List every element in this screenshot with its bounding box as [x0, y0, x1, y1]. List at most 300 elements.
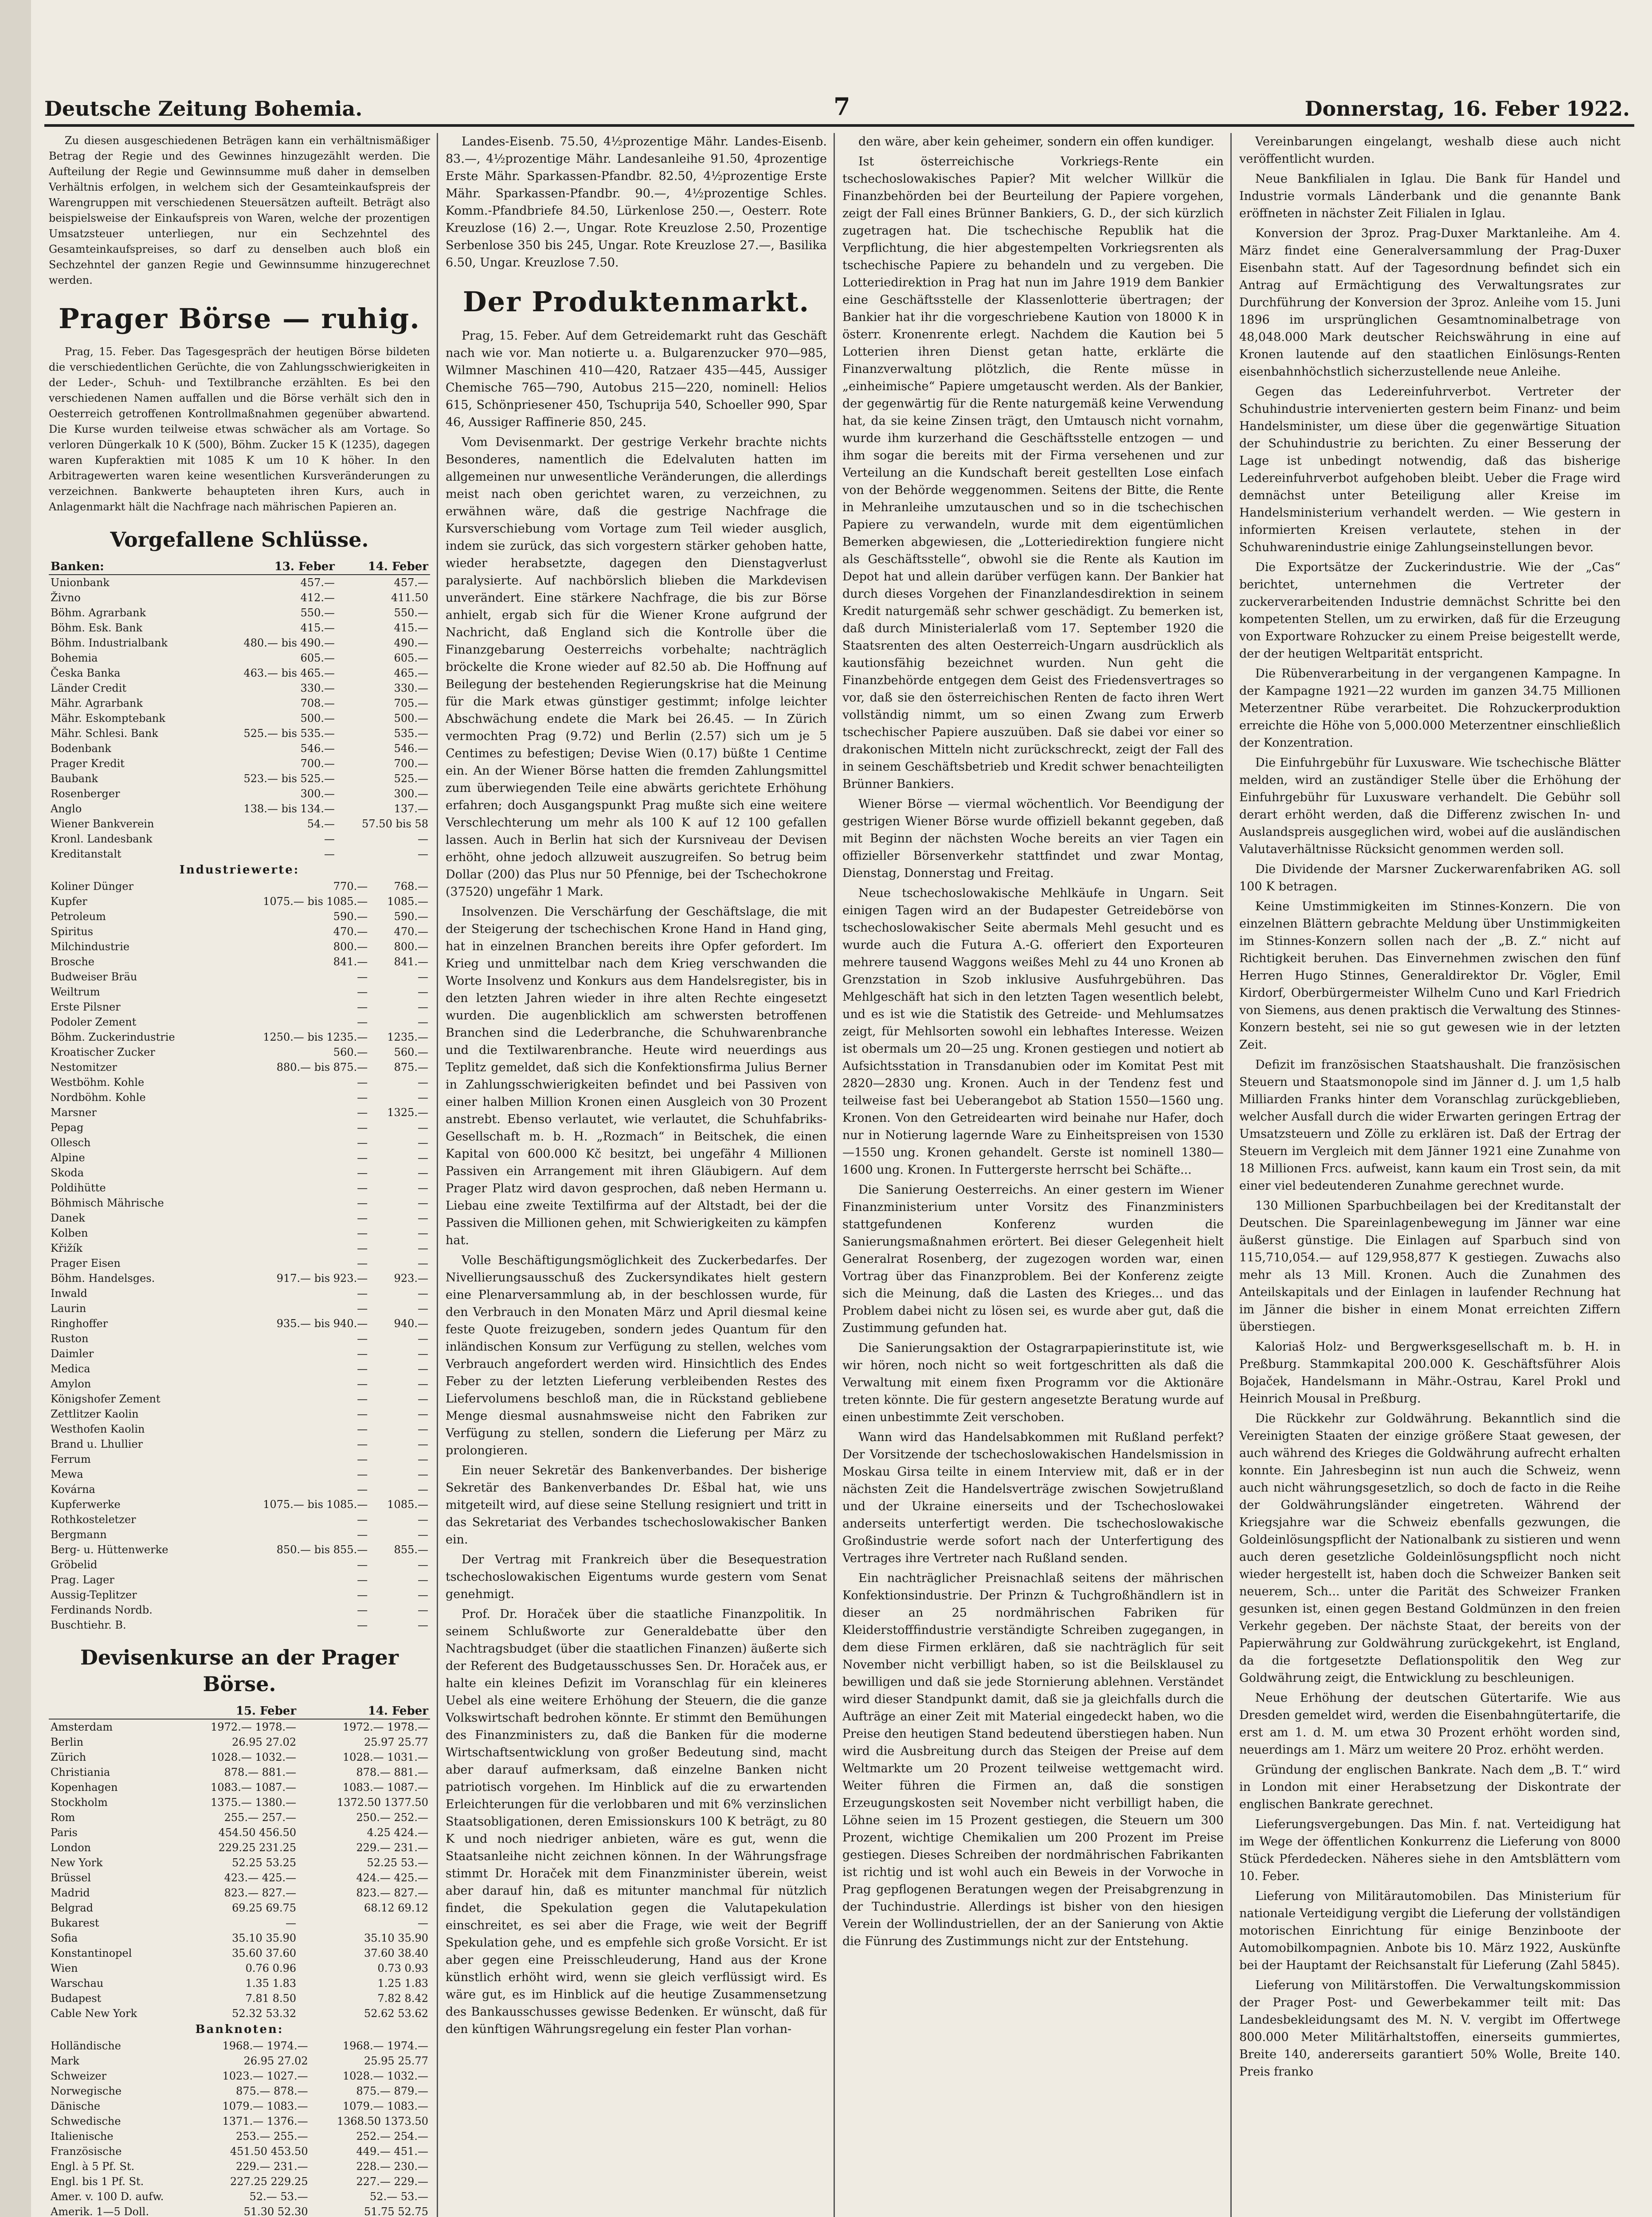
- table-cell-value: —: [357, 1212, 368, 1224]
- table-cell-name: Daimler: [51, 1347, 94, 1360]
- table-cell-value: 51.75 52.75: [364, 2205, 428, 2217]
- table-cell-name: Medica: [51, 1363, 90, 1375]
- article-body: Die Exportsätze der Zuckerindustrie. Wie der „Cas“ berichtet, unternehmen die Vertreter der zuckerverarbeitenden Industrie demnächst Schritte bei den kompetenten Stellen, um zu erwirken, daß für die Erzeugung von Exportware Rohzucker zu einem Preise beigestellt werde, der der heutigen Weltparität entspricht.: [1239, 560, 1621, 661]
- table-cell-value: —: [357, 971, 368, 983]
- table-cell-name: Erste Pilsner: [51, 1001, 121, 1013]
- table-cell-value: —: [324, 848, 335, 860]
- table-cell-value: 51.30 52.30: [243, 2205, 308, 2217]
- table-cell-name: Prag. Lager: [51, 1574, 114, 1586]
- article-body: Ist österreichische Vorkriegs-Rente ein tschechoslowakisches Papier? Mit welcher Willkür die Finanzbehörden bei der Beurteilung der Papiere vorgehen, zeigt der Fall eines Brünner Bankiers, G. D., der sich kürzlich zugetragen hat. Die tschechische Republik hat die Verpflichtung, die hier abgestempelten Vorkriegsrenten als tschechische Papiere zu behandeln und zu vergeben. Die Lotteriedirektion in Prag hat nun im Jahre 1919 dem Bankier eine Geschäftsstelle der Klassenlotterie übertragen; der Bankier hat ihr die vorgeschriebene Kaution von 18000 K in österr. Kronenrente erlegt. Nachdem die Kaution bei 5 Lotterien ihren Dienst getan hatte, erklärte die Finanzverwaltung plötzlich, die Rente müsse in „einheimische“ Papiere umgetauscht werden. Als der Bankier, der gegenwärtig für die Rente naturgemäß keine Verwendung hat, da sie keine Zinsen trägt, den Umtausch nicht vornahm, wurde ihm kurzerhand die Geschäftsstelle entzogen — und ihm sogar die bereits mit der Firma versehenen und zur Verteilung an die Kundschaft bereit gestellten Lose einfach von der Behörde weggenommen. Seitens der Bitte, die Rente in Mehranleihe umzutauschen und so in die tschechischen Papiere zu verwandeln, wurde mit dem eigentümlichen Bemerken abgewiesen, die „Lotteriedirektion fungiere nicht als Geschäftsstelle“, obwohl sie die Rente als Kaution im Depot hat und allein darüber verfügen kann. Der Bankier hat durch dieses Vorgehen der Finanzlandesdirektion in seinem Kredit naturgemäß sehr schwer geschädigt. Zu bemerken ist, daß durch Ministerialerlaß vom 17. September 1920 die Staatsrenten des alten Oesterreich-Ungarn ausdrücklich als kautionsfähig bezeichnet wurden. Nun geht die Finanzbehörde entgegen dem Geist des Friedensvertrages so vor, daß sie den österreichischen Renten de facto ihren Wert vollständig nimmt, um so einen Zwang zum Erwerb tschechischer Papiere auszuüben. Daß sie dabei vor einer so drakonischen Mitteln nicht zurückschreckt, zeigt der Fall des in seinem Geschäftsbetrieb und Kredit schwer benachteiligten Brünner Bankiers.: [842, 155, 1224, 791]
- table-cell-value: —: [357, 1302, 368, 1315]
- table-row: [49, 1422, 430, 1437]
- table-cell-value: —: [357, 1076, 368, 1089]
- page-header: [44, 93, 1634, 127]
- table-cell-value: 525.—: [394, 772, 428, 785]
- table-cell-value: 449.— 451.—: [356, 2145, 428, 2158]
- table-cell-name: Amylon: [51, 1378, 91, 1390]
- table-row: [49, 1135, 430, 1150]
- table-cell-name: Holländische: [51, 2040, 121, 2052]
- table-body: [49, 575, 430, 862]
- table-cell-value: 1083.— 1087.—: [211, 1781, 297, 1794]
- table-row: [49, 1855, 430, 1870]
- table-row: [49, 879, 430, 894]
- table-cell-name: Spiritus: [51, 925, 94, 938]
- table-cell-name: Madrid: [51, 1887, 90, 1899]
- table-cell-value: 470.—: [394, 925, 428, 938]
- article-body: Wiener Börse — viermal wöchentlich. Vor Beendigung der gestrigen Wiener Börse wurde offiziell bekannt gegeben, daß mit Beginn der nächsten Woche bereits an vier Tagen ein offizieller Börsenverkehr stattfindet und zwar Montag, Dienstag, Donnerstag und Freitag.: [842, 797, 1224, 880]
- table-row: [49, 1090, 430, 1105]
- table-cell-value: 1235.—: [387, 1031, 428, 1043]
- table-header-row: [49, 1704, 430, 1719]
- table-cell-value: 875.— 879.—: [356, 2085, 428, 2097]
- table-cell-value: 1968.— 1974.—: [222, 2040, 308, 2052]
- table-cell-value: —: [418, 1378, 428, 1390]
- table-row: [49, 1946, 430, 1961]
- table-cell-value: 1250.— bis 1235.—: [263, 1031, 368, 1043]
- table-cell-value: 1075.— bis 1085.—: [263, 895, 368, 908]
- table-row: [49, 1542, 430, 1557]
- table-cell-name: Warschau: [51, 1977, 104, 1990]
- table-cell-value: —: [357, 1167, 368, 1179]
- table-cell-value: 523.— bis 525.—: [243, 772, 335, 785]
- table-cell-name: Böhm. Handelsges.: [51, 1272, 155, 1285]
- article-heading-produktenmarkt: Der Produktenmarkt.: [462, 286, 810, 318]
- article-body: Neue tschechoslowakische Mehlkäufe in Ungarn. Seit einigen Tagen wird an der Budapester Getreidebörse von tschechoslowakischer Seite abermals Mehl gesucht und es wurde auch die Futura A.-G. offeriert den Exporteuren mehrere tausend Waggons weißes Mehl zu 44 uno Kronen ab Grenzstation in Szob inklusive Ausfuhrgebühren. Das Mehlgeschäft hat sich in den letzten Tagen wesentlich belebt, und es ist wie die Statistik des Getreide- und Mehlumsatzes zeigt, für Mehlsorten sowohl ein lebhaftes Interesse. Weizen ist obermals um 20—25 ung. Kronen gestiegen und notiert ab Aufsichtsstation in Transdanubien oder im Komitat Pest mit 2820—2830 ung. Kronen. Auch in der Tendenz fest und teilweise fast bei Ueberangebot ab Station 1550—1560 ung. Kronen. Von den Getreidearten wird beinahe nur Hafer, doch nur in Notierung lagernde Ware zu Einheitspreisen von 1530—1550 ung. Kronen gehandelt. Gerste ist nominell 1380—1600 ung. Kronen. In Futtergerste herrscht bei Schäfte...: [842, 886, 1224, 1177]
- table-cell-value: —: [418, 1332, 428, 1345]
- table-subheading: Banknoten:: [195, 2023, 284, 2036]
- table-row: [49, 2099, 430, 2114]
- table-cell-value: —: [357, 1363, 368, 1375]
- table-cell-value: 26.95 27.02: [232, 1736, 297, 1748]
- table-row: [49, 2038, 430, 2053]
- table-cell-value: —: [357, 1393, 368, 1405]
- table-cell-value: —: [357, 1001, 368, 1013]
- table-cell-value: 705.—: [394, 697, 428, 709]
- table-row: [49, 1976, 430, 1991]
- table-row: [49, 939, 430, 954]
- table-header-cell: 14. Feber: [298, 1704, 430, 1719]
- table-row: [49, 1045, 430, 1060]
- table-cell-value: 1325.—: [387, 1106, 428, 1119]
- article-body: Volle Beschäftigungsmöglichkeit des Zuckerbedarfes. Der Nivellierungsausschuß des Zuckersyndikates hielt gestern eine Plenarversammlung ab, in der beschlossen wurde, für den Verbrauch in den Monaten März und April diesmal keine feste Quote freizugeben, sondern jedes Quantum für den inländischen Konsum zur Verfügung zu stellen, welches vom Verbrauch angefordert werden wird. Hinsichtlich des Endes Feber zu der letzten Lieferung verbleibenden Restes des Liefervolumens beschloß man, die in Rückstand gebliebene Menge diesmal ausnahmsweise nicht den Fabriken zur Verfügung zu stellen, sondern die Lieferung per März zu prolongieren.: [446, 1253, 827, 1457]
- table-cell-value: —: [324, 833, 335, 845]
- table-row: [49, 1180, 430, 1195]
- table-cell-value: 940.—: [394, 1317, 428, 1330]
- table-cell-value: —: [418, 1076, 428, 1089]
- table-cell-value: —: [418, 1152, 428, 1164]
- table-cell-value: 229.25 231.25: [218, 1841, 297, 1854]
- table-row: [49, 1765, 430, 1780]
- table-cell-value: 855.—: [394, 1543, 428, 1556]
- article-body: Wann wird das Handelsabkommen mit Rußland perfekt? Der Vorsitzende der tschechoslowakischen Handelsmission in Moskau Girsa teilte in einem Interview mit, daß er in der nächsten Zeit die Handelsverträge zwischen Sowjetrußland und der Ukraine einerseits und der Tschechoslowakei anderseits unterfertigt werden. Die tschechoslowakische Großindustrie werde sofort nach der Unterfertigung des Vertrages ihre Vertreter nach Rußland senden.: [842, 1430, 1224, 1565]
- table-cell-value: 451.50 453.50: [230, 2145, 308, 2158]
- table-row: [49, 969, 430, 984]
- table-cell-name: Poldihütte: [51, 1182, 106, 1194]
- article-body: Lieferung von Militärstoffen. Die Verwaltungskommission der Prager Post- und Gewerbekammer teilt mit: Das Landesbekleidungsamt des M. N. V. vergibt im Offertwege 800.000 Meter Militärhaltstoffen, einerseits gummiertes, Breite 140, andererseits garantiert 50% Wolle, Breite 140. Preis franko: [1239, 1978, 1621, 2079]
- table-cell-value: 300.—: [300, 787, 335, 800]
- table-cell-value: —: [357, 1559, 368, 1571]
- table-cell-value: —: [357, 1378, 368, 1390]
- column-4: [1239, 133, 1621, 2217]
- banknote-table: [49, 2038, 430, 2217]
- table-row: [49, 1512, 430, 1527]
- table-cell-name: Danek: [51, 1212, 85, 1224]
- table-cell-name: Zettlitzer Kaolin: [51, 1408, 139, 1420]
- table-row: [49, 1719, 430, 1735]
- table-cell-name: Berlin: [51, 1736, 84, 1748]
- table-header-cell: 14. Feber: [337, 559, 430, 575]
- table-cell-name: Amerik. 1—5 Doll.: [51, 2205, 149, 2217]
- table-cell-value: 500.—: [394, 712, 428, 725]
- table-row: [49, 1256, 430, 1271]
- table-cell-value: 550.—: [300, 607, 335, 619]
- table-row: [49, 984, 430, 999]
- table-cell-name: Živno: [51, 591, 81, 604]
- table-cell-value: 875.— 878.—: [236, 2085, 308, 2097]
- table-row: [49, 1406, 430, 1422]
- table-cell-value: —: [357, 1619, 368, 1631]
- table-cell-name: Paris: [51, 1826, 78, 1839]
- table-row: [49, 924, 430, 939]
- table-cell-name: Schweizer: [51, 2070, 107, 2082]
- table-body: [49, 1719, 430, 2021]
- table-cell-value: —: [418, 1182, 428, 1194]
- table-row: [49, 620, 430, 635]
- table-row: [49, 1195, 430, 1210]
- table-cell-value: —: [418, 1242, 428, 1254]
- table-cell-value: —: [357, 1528, 368, 1541]
- article-body: Prag, 15. Feber. Das Tagesgespräch der heutigen Börse bildeten die verschiedentlichen Gerüchte, die von Zahlungsschwierigkeiten in der Leder-, Schuh- und Textilbranche erzählten. Es bei den verschiedenen Namen auffallen und die Börse verhält sich den in Oesterreich getroffenen Kontrollmaßnahmen gegenüber abwartend. Die Kurse wurden teilweise etwas schwächer als am Vortage. So verloren Düngerkalk 10 K (500), Böhm. Zucker 15 K (1235), dagegen waren Kupferaktien mit 1085 K um 10 K höher. In den Arbitragewerten waren keine wesentlichen Kursveränderungen zu verzeichnen. Bankwerte behaupteten ihren Kurs, auch in Anlagenmarkt hält die Nachfrage nach mährischen Papieren an.: [49, 345, 430, 513]
- table-cell-name: Amsterdam: [51, 1721, 113, 1733]
- table-cell-value: 25.95 25.77: [364, 2055, 428, 2067]
- article-body: 130 Millionen Sparbuchbeilagen bei der Kreditanstalt der Deutschen. Die Spareinlagenbewegung im Jänner war eine äußerst günstige. Die Einlagen auf Sparbuch sind von 115,710,054.— auf 129,958,877 K gestiegen. Zuwachs also mehr als 13 Mill. Kronen. Auch die Zunahmen des Anteilskapitals und der Einlagen in laufender Rechnung hat im Jänner die bisher in einem Monat erreichten Ziffern überstiegen.: [1239, 1199, 1621, 1334]
- table-cell-value: —: [357, 1242, 368, 1254]
- table-cell-value: —: [418, 848, 428, 860]
- table-cell-value: 605.—: [300, 652, 335, 664]
- article-body: Keine Umstimmigkeiten im Stinnes-Konzern. Die von einzelnen Blättern gebrachte Meldung über Unstimmigkeiten im Stinnes-Konzern sollen nach der „B. Z.“ nicht auf Richtigkeit beruhen. Das Einvernehmen zwischen den fünf Herren Hugo Stinnes, Generaldirektor Dr. Vögler, Emil Kirdorf, Oberbürgermeister Wilhelm Cuno und Karl Friedrich von Siemens, aus denen praktisch die Verwaltung des Stinnes-Konzern besteht, sei nie so gut gewesen wie in der letzten Zeit.: [1239, 900, 1621, 1052]
- article-heading-prager-boerse: Prager Börse — ruhig.: [59, 302, 420, 335]
- table-header-cell: 13. Feber: [210, 559, 337, 575]
- table-row: [49, 2174, 430, 2189]
- table-cell-name: Nestomitzer: [51, 1061, 117, 1073]
- table-cell-value: 255.— 257.—: [224, 1811, 297, 1824]
- article-body: Gründung der englischen Bankrate. Nach dem „B. T.“ wird in London mit einer Herabsetzung der Diskontrate der englischen Bankrate gerechnet.: [1239, 1763, 1621, 1811]
- table-cell-value: 700.—: [394, 757, 428, 770]
- table-cell-name: Prager Eisen: [51, 1257, 121, 1269]
- table-cell-name: Böhmisch Mährische: [51, 1197, 164, 1209]
- table-cell-name: Mark: [51, 2055, 79, 2067]
- table-cell-value: 1023.— 1027.—: [222, 2070, 308, 2082]
- table-row: [49, 1991, 430, 2006]
- table-cell-value: 917.— bis 923.—: [276, 1272, 368, 1285]
- table-cell-value: —: [418, 1393, 428, 1405]
- table-row: [49, 711, 430, 726]
- table-cell-name: Kupfer: [51, 895, 87, 908]
- table-row: [49, 1014, 430, 1030]
- table-cell-value: —: [418, 1589, 428, 1601]
- table-cell-value: —: [357, 986, 368, 998]
- table-cell-value: 1368.50 1373.50: [337, 2115, 428, 2127]
- table-row: [49, 1120, 430, 1135]
- table-cell-value: 252.— 254.—: [356, 2130, 428, 2143]
- article-body: Konversion der 3proz. Prag-Duxer Marktanleihe. Am 4. März findet eine Generalversammlung der Prag-Duxer Eisenbahn statt. Auf der Tagesordnung befindet sich ein Antrag auf Ermächtigung des Verwaltungsrates zur Durchführung der Konversion der 3proz. Anleihe vom 15. Juni 1896 im ursprünglichen Gesamtnominalbetrage von 48,048.000 Mark deutscher Reichswährung in eine auf Kronen lautende auf den staatlichen Einlösungs-Renten eisenbahnhöchstlich sicherzustellende neue Anleihe.: [1239, 227, 1621, 379]
- table-cell-value: —: [357, 1604, 368, 1616]
- table-row: [49, 696, 430, 711]
- table-cell-value: 454.50 456.50: [218, 1826, 297, 1839]
- table-row: [49, 1105, 430, 1120]
- table-cell-value: 7.82 8.42: [377, 1992, 428, 2005]
- article-body: Die Dividende der Marsner Zuckerwarenfabriken AG. soll 100 K betragen.: [1239, 862, 1621, 893]
- table-cell-name: Bukarest: [51, 1917, 99, 1929]
- table-cell-value: —: [357, 1483, 368, 1496]
- table-cell-name: Cable New York: [51, 2007, 137, 2020]
- table-row: [49, 1301, 430, 1316]
- table-cell-value: 1028.— 1032.—: [342, 2070, 428, 2082]
- table-row: [49, 1331, 430, 1346]
- table-cell-value: 1372.50 1377.50: [337, 1796, 428, 1809]
- article-body: Landes-Eisenb. 75.50, 4½prozentige Mähr. Landes-Eisenb. 83.—, 4½prozentige Mähr. Landesanleihe 91.50, 4prozentige Erste Mähr. Sparkassen-Pfandbr. 82.50, 4½prozentige Erste Mähr. Sparkassen-Pfandbr. 90.—, 4½prozentige Schles. Komm.-Pfandbriefe 84.50, Lürkenlose 250.—, Oesterr. Rote Kreuzlose (16) 2.—, Ungar. Rote Kreuzlose 2.50, Prozentige Serbenlose 350 bis 245, Ungar. Rote Kreuzlose 27.—, Basilika 6.50, Ungar. Kreuzlose 7.50.: [446, 135, 827, 270]
- table-cell-name: Mewa: [51, 1468, 83, 1481]
- table-cell-name: Konstantinopel: [51, 1947, 132, 1959]
- table-cell-name: Ringhoffer: [51, 1317, 108, 1330]
- table-cell-value: —: [418, 833, 428, 845]
- table-cell-name: Engl. à 5 Pf. St.: [51, 2160, 135, 2173]
- article-body: Neue Erhöhung der deutschen Gütertarife. Wie aus Dresden gemeldet wird, werden die Eisenbahngütertarife, die erst am 1. d. M. um etwa 30 Prozent erhöht worden sind, neuerdings am 1. März um weitere 20 Proz. erhöht werden.: [1239, 1691, 1621, 1757]
- table-cell-value: 923.—: [394, 1272, 428, 1285]
- table-cell-name: Kroatischer Zucker: [51, 1046, 155, 1058]
- table-row: [49, 1060, 430, 1075]
- table-row: [49, 726, 430, 741]
- table-cell-value: —: [418, 1016, 428, 1028]
- table-cell-name: Bohemia: [51, 652, 98, 664]
- table-cell-value: —: [418, 1619, 428, 1631]
- table-cell-value: 1075.— bis 1085.—: [263, 1498, 368, 1511]
- table-cell-value: 850.— bis 855.—: [276, 1543, 368, 1556]
- table-cell-value: 1028.— 1032.—: [211, 1751, 297, 1763]
- table-cell-value: —: [357, 1574, 368, 1586]
- article-body: Gegen das Ledereinfuhrverbot. Vertreter der Schuhindustrie intervenierten gestern beim Finanz- und beim Handelsminister, um diese über die gegenwärtige Situation der Schuhindustrie zu berichten. Zu einer Besserung der Lage ist unbedingt notwendig, daß das bisherige Ledereinfuhrverbot aufgehoben bleibt. Ueber die Frage wird demnächst unter Beteiligung aller Kreise im Handelsministerium verhandelt werden. — Wie gestern in informierten Kreisen verlautete, stehen in der Schuhwarenindustrie einige Zahlungseinstellungen bevor.: [1239, 385, 1621, 554]
- table-row: [49, 650, 430, 666]
- table-row: [49, 2204, 430, 2217]
- table-cell-value: 1968.— 1974.—: [342, 2040, 428, 2052]
- table-cell-value: —: [418, 1363, 428, 1375]
- table-cell-value: —: [418, 1227, 428, 1239]
- table-row: [49, 1750, 430, 1765]
- table-cell-value: 52.62 53.62: [364, 2007, 428, 2020]
- table-row: [49, 2068, 430, 2084]
- table-cell-name: Kupferwerke: [51, 1498, 121, 1511]
- table-cell-name: Budweiser Bräu: [51, 971, 137, 983]
- table-row: [49, 1795, 430, 1810]
- table-row: [49, 1030, 430, 1045]
- table-cell-value: 800.—: [333, 940, 368, 953]
- table-cell-value: 500.—: [300, 712, 335, 725]
- table-cell-value: 423.— 425.—: [224, 1872, 297, 1884]
- article-body: Der Vertrag mit Frankreich über die Besequestration tschechoslowakischen Eigentums wurde gestern vom Senat genehmigt.: [446, 1553, 827, 1601]
- table-cell-value: 1972.— 1978.—: [342, 1721, 428, 1733]
- stock-table-industry: [49, 879, 430, 1633]
- table-row: [49, 741, 430, 756]
- table-cell-value: 480.— bis 490.—: [243, 637, 335, 649]
- table-cell-name: Böhm. Agrarbank: [51, 607, 146, 619]
- table-row: [49, 1210, 430, 1226]
- table-cell-name: Rothkosteletzer: [51, 1513, 136, 1526]
- table-row: [49, 1557, 430, 1572]
- table-cell-value: 412.—: [300, 591, 335, 604]
- table-row: [49, 846, 430, 862]
- table-cell-name: Křižík: [51, 1242, 82, 1254]
- table-cell-value: —: [418, 1604, 428, 1616]
- table-cell-name: Kolben: [51, 1227, 88, 1239]
- table-cell-value: 37.60 38.40: [364, 1947, 428, 1959]
- table-row: [49, 1810, 430, 1825]
- table-cell-value: 525.— bis 535.—: [243, 727, 335, 740]
- table-cell-name: Nordböhm. Kohle: [51, 1091, 146, 1104]
- table-cell-value: 25.97 25.77: [364, 1736, 428, 1748]
- table-header-cell: 15. Feber: [174, 1704, 298, 1719]
- table-cell-name: Böhm. Esk. Bank: [51, 622, 143, 634]
- table-cell-value: 52.— 53.—: [370, 2190, 428, 2203]
- table-cell-name: Kovárna: [51, 1483, 95, 1496]
- table-cell-value: —: [418, 1257, 428, 1269]
- table-row: [49, 954, 430, 969]
- table-cell-value: 52.25 53.25: [232, 1857, 297, 1869]
- table-cell-value: 1375.— 1380.—: [211, 1796, 297, 1809]
- table-cell-value: —: [357, 1589, 368, 1601]
- table-cell-value: 490.—: [394, 637, 428, 649]
- table-cell-value: —: [357, 1453, 368, 1465]
- table-row: [49, 894, 430, 909]
- table-cell-name: New York: [51, 1857, 103, 1869]
- table-cell-name: Weiltrum: [51, 986, 100, 998]
- table-cell-value: 227.— 229.—: [356, 2175, 428, 2188]
- table-cell-name: Skoda: [51, 1167, 84, 1179]
- table-cell-name: Kreditanstalt: [51, 848, 121, 860]
- article-body: Ein nachträglicher Preisnachlaß seitens der mährischen Konfektionsindustrie. Der Prinzn & Tuchgroßhändlern ist in dieser an 25 nordmährischen Fabriken für Kleiderstofffindustrie verständigte Schreiben zugegangen, in dem diese Firmen erklären, daß sie nachträglich für seit November nicht verbilligt haben, so ist die Beilsklausel zu bewilligen und daß sie jede Stornierung ablehnen. Verständet wird dieser Standpunkt damit, daß sie ja gleichfalls durch die Aufträge an einer Zeit mit Material eingedeckt haben, wo die Preise den heutigen Stand bedeutend überstiegen haben. Nun wird die Ausbreitung durch das Steigen der Preise auf dem Weltmarkte um 20 Prozent teilweise wettgemacht wird. Weiter führen die Firmen an, daß die sonstigen Erzeugungskosten seit November nicht verbilligt haben, die Löhne seien im 15 Prozent gestiegen, die Steuern um 300 Prozent, wichtige Chemikalien um 200 Prozent im Preise gestiegen. Dieses Schreiben der nordmährischen Fabrikanten ist richtig und ist wohl auch ein Beweis in der Vorwoche in Prag gepflogenen Beratungen wegen der Preisabgrenzung in der Tuchindustrie. Allerdings ist bisher von den hiesigen Verein der Wollindustriellen, der an der Sanierung von Aktie die Fünrung des Zustimmungs nicht zur der Entstehung.: [842, 1571, 1224, 1948]
- table-cell-value: —: [357, 1332, 368, 1345]
- table-cell-name: Bergmann: [51, 1528, 107, 1541]
- table-cell-value: 841.—: [394, 956, 428, 968]
- table-cell-value: 7.81 8.50: [245, 1992, 297, 2005]
- table-cell-value: —: [418, 1438, 428, 1450]
- table-row: [49, 909, 430, 924]
- table-cell-value: 1.25 1.83: [377, 1977, 428, 1990]
- table-cell-name: Mähr. Schlesi. Bank: [51, 727, 158, 740]
- column-2: [446, 133, 827, 2217]
- table-row: [49, 1150, 430, 1165]
- table-cell-value: 52.— 53.—: [249, 2190, 308, 2203]
- table-cell-value: 1.35 1.83: [245, 1977, 297, 1990]
- table-cell-value: 708.—: [300, 697, 335, 709]
- table-cell-name: Unionbank: [51, 576, 110, 589]
- table-cell-value: 4.25 424.—: [367, 1826, 428, 1839]
- table-cell-value: 229.— 231.—: [236, 2160, 308, 2173]
- table-cell-value: 770.—: [333, 880, 368, 893]
- table-cell-name: Koliner Dünger: [51, 880, 134, 893]
- table-row: [49, 2189, 430, 2204]
- table-cell-name: Pepag: [51, 1121, 84, 1134]
- table-cell-name: Buschtiehr. B.: [51, 1619, 126, 1631]
- table-cell-value: —: [418, 1513, 428, 1526]
- article-body: Die Rübenverarbeitung in der vergangenen Kampagne. In der Kampagne 1921—22 wurden im ganzen 34.75 Millionen Meterzentner Rübe verarbeitet. Die Rohzuckerproduktion erreichte die Höhe von 5,000.000 Meterzentner einschließlich der Konzentration.: [1239, 667, 1621, 750]
- table-cell-name: Stockholm: [51, 1796, 108, 1809]
- table-cell-name: Norwegische: [51, 2085, 122, 2097]
- table-cell-value: 457.—: [394, 576, 428, 589]
- table-cell-value: —: [418, 1167, 428, 1179]
- table-cell-value: 457.—: [300, 576, 335, 589]
- table-cell-value: 300.—: [394, 787, 428, 800]
- table-cell-value: —: [357, 1347, 368, 1360]
- table-cell-value: 550.—: [394, 607, 428, 619]
- table-cell-value: 26.95 27.02: [243, 2055, 308, 2067]
- table-cell-value: 560.—: [394, 1046, 428, 1058]
- table-row: [49, 1602, 430, 1618]
- table-cell-name: Petroleum: [51, 910, 106, 923]
- table-row: [49, 1391, 430, 1406]
- article-body: Vereinbarungen eingelangt, weshalb diese auch nicht veröffentlicht wurden.: [1239, 135, 1621, 166]
- table-cell-value: —: [357, 1513, 368, 1526]
- table-header-cell: Banken:: [49, 559, 210, 575]
- article-body: Neue Bankfilialen in Iglau. Die Bank für Handel und Industrie vormals Länderbank und die genannte Bank eröffneten in nächster Zeit Filialen in Iglau.: [1239, 172, 1621, 220]
- table-cell-name: Česka Banka: [51, 667, 121, 679]
- table-row: [49, 1931, 430, 1946]
- article-body: Prag, 15. Feber. Auf dem Getreidemarkt ruht das Geschäft nach wie vor. Man notierte u. a. Bulgarenzucker 970—985, Wilmner Maschinen 410—420, Ratzaer 435—445, Aussiger Chemische 765—790, Autobus 215—220, nominell: Helios 615, Schönpriesener 450, Tschuprija 540, Schoeller 990, Spar 46, Aussiger Raffinerie 850, 245.: [446, 329, 827, 429]
- table-cell-value: —: [357, 1287, 368, 1300]
- table-cell-name: Aussig-Teplitzer: [51, 1589, 137, 1601]
- table-cell-value: —: [357, 1438, 368, 1450]
- table-cell-value: 35.10 35.90: [232, 1932, 297, 1944]
- table-cell-value: 1028.— 1031.—: [342, 1751, 428, 1763]
- table-row: [49, 681, 430, 696]
- table-row: [49, 756, 430, 771]
- article-intro: Zu diesen ausgeschiedenen Beträgen kann ein verhältnismäßiger Betrag der Regie und des Gewinnes hinzugezählt werden. Die Aufteilung der Regie und Gewinnsumme muß daher in demselben Verhältnis erfolgen, in welchem sich der Gesamteinkaufspreis der Warengruppen mit verschiedenen Steuersätzen aufteilt. Beträgt also beispielsweise der Einkaufspreis von Waren, welche der prozentigen Umsatzsteuer unterliegen, nur ein Sechzehntel des Gesamteinkaufspreises, so darf zu denselben auch bloß ein Sechzehntel der ganzen Regie und Gewinnsumme hinzugerechnet werden.: [49, 134, 430, 286]
- issue-date: Donnerstag, 16. Feber 1922.: [1304, 97, 1630, 121]
- table-cell-value: —: [418, 971, 428, 983]
- table-row: [49, 2114, 430, 2129]
- table-cell-name: Milchindustrie: [51, 940, 130, 953]
- table-row: [49, 1735, 430, 1750]
- table-row: [49, 1376, 430, 1391]
- column-1: [49, 133, 430, 2217]
- column-divider: [834, 133, 835, 2217]
- table-cell-value: 1079.— 1083.—: [222, 2100, 308, 2112]
- table-cell-value: 330.—: [394, 682, 428, 694]
- table-cell-value: 546.—: [300, 742, 335, 755]
- table-cell-name: Dänische: [51, 2100, 101, 2112]
- table-cell-value: —: [357, 1423, 368, 1435]
- table-row: [49, 786, 430, 801]
- table-cell-value: 700.—: [300, 757, 335, 770]
- table-row: [49, 2006, 430, 2021]
- currency-table: [49, 1704, 430, 2021]
- table-row: [49, 1226, 430, 1241]
- article-body: Lieferungsvergebungen. Das Min. f. nat. Verteidigung hat im Wege der öffentlichen Konkurrenz die Lieferung von 8000 Stück Pferdedecken. Näheres siehe in den Amtsblättern vom 10. Feber.: [1239, 1817, 1621, 1883]
- table-row: [49, 999, 430, 1014]
- table-row: [49, 2084, 430, 2099]
- table-cell-value: 546.—: [394, 742, 428, 755]
- article-body: Lieferung von Militärautomobilen. Das Ministerium für nationale Verteidigung vergibt die Lieferung der vollständigen motorischen Einrichtung für einige Benzinboote der Automobilkompagnien. Anbote bis 10. März 1922, Auskünfte bei der Hauptamt der Reichsanstalt für Lieferung (Zahl 5845).: [1239, 1889, 1621, 1972]
- table-cell-value: —: [357, 1257, 368, 1269]
- table-row: [49, 590, 430, 605]
- table-row: [49, 666, 430, 681]
- binding-edge: [0, 0, 31, 2217]
- table-row: [49, 801, 430, 816]
- table-cell-name: Sofia: [51, 1932, 78, 1944]
- table-cell-name: Rosenberger: [51, 787, 120, 800]
- table-cell-value: —: [357, 1197, 368, 1209]
- table-cell-value: 878.— 881.—: [224, 1766, 297, 1778]
- table-cell-name: Marsner: [51, 1106, 97, 1119]
